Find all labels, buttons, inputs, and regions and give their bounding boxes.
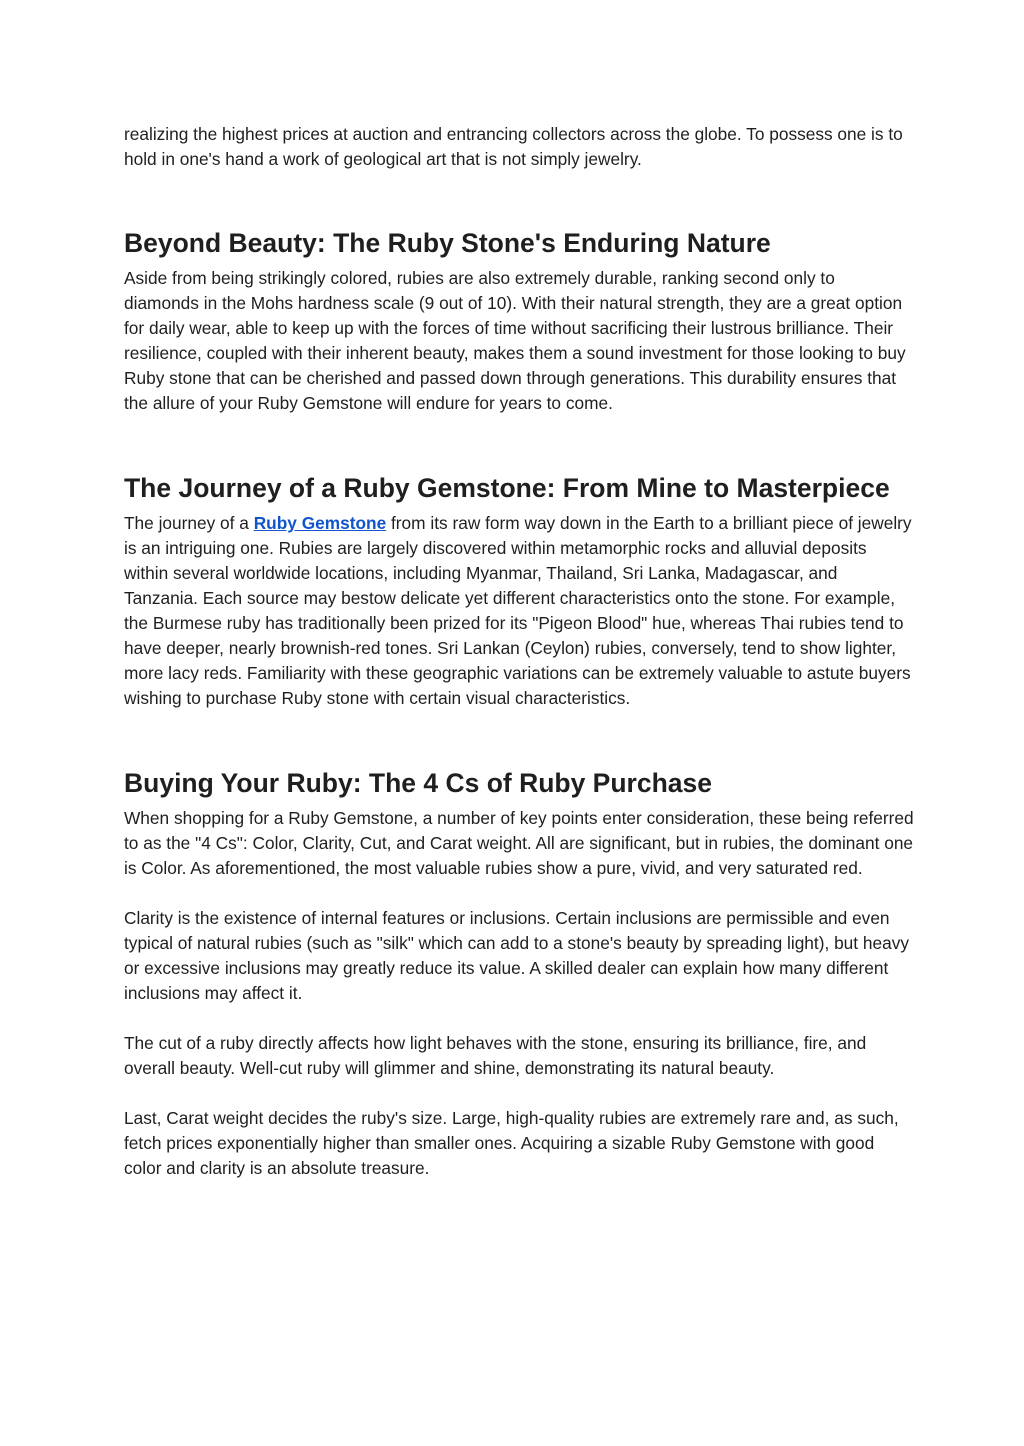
section-paragraph-color: When shopping for a Ruby Gemstone, a number of key points enter consideration, these being referred to as the "4 Cs": Color, Clarity, Cut, and Carat weight. All are significant, but in rubies, the dominant one is Color. As aforementioned, the most valuable rubies show a pure, vivid, and very saturated red.: [124, 808, 914, 878]
ruby-gemstone-link[interactable]: Ruby Gemstone: [253, 513, 387, 533]
section-heading: The Journey of a Ruby Gemstone: From Mine to Masterpiece: [124, 473, 890, 503]
section-paragraph-carat: Last, Carat weight decides the ruby's size. Large, high-quality rubies are extremely rare and, as such, fetch prices exponentially higher than smaller ones. Acquiring a sizable Ruby Gemstone with good color and clarity is an absolute treasure.: [124, 1108, 899, 1178]
paragraph-text: The journey of a: [124, 513, 254, 533]
section-ruby-journey: [124, 470, 914, 711]
paragraph-text: from its raw form way down in the Earth to a brilliant piece of jewelry is an intriguing one. Rubies are largely discovered within metamorphic rocks and alluvial deposits within several worldwide locations, including Myanmar, Thailand, Sri Lanka, Madagascar, and Tanzania. Each source may bestow delicate yet different characteristics onto the stone. For example, the Burmese ruby has traditionally been prized for its "Pigeon Blood" hue, whereas Thai rubies tend to have deeper, nearly brownish-red tones. Sri Lankan (Ceylon) rubies, conversely, tend to show lighter, more lacy reds. Familiarity with these geographic variations can be extremely valuable to astute buyers wishing to purchase Ruby stone with certain visual characteristics.: [124, 513, 912, 708]
section-four-cs: [124, 765, 914, 1181]
section-heading: Beyond Beauty: The Ruby Stone's Enduring Nature: [124, 228, 771, 258]
section-paragraph: [124, 511, 914, 711]
document-page: [124, 122, 914, 1181]
section-heading: Buying Your Ruby: The 4 Cs of Ruby Purchase: [124, 768, 712, 798]
section-enduring-nature: [124, 225, 914, 416]
intro-paragraph: realizing the highest prices at auction and entrancing collectors across the globe. To possess one is to hold in one's hand a work of geological art that is not simply jewelry.: [124, 124, 903, 169]
section-paragraph: Aside from being strikingly colored, rubies are also extremely durable, ranking second only to diamonds in the Mohs hardness scale (9 out of 10). With their natural strength, they are a great option for daily wear, able to keep up with the forces of time without sacrificing their lustrous brilliance. Their resilience, coupled with their inherent beauty, makes them a sound investment for those looking to buy Ruby stone that can be cherished and passed down through generations. This durability ensures that the allure of your Ruby Gemstone will endure for years to come.: [124, 268, 906, 413]
section-paragraph-clarity: Clarity is the existence of internal features or inclusions. Certain inclusions are permissible and even typical of natural rubies (such as "silk" which can add to a stone's beauty by spreading light), but heavy or excessive inclusions may greatly reduce its value. A skilled dealer can explain how many different inclusions may affect it.: [124, 908, 910, 1003]
section-paragraph-cut: The cut of a ruby directly affects how light behaves with the stone, ensuring its brilliance, fire, and overall beauty. Well-cut ruby will glimmer and shine, demonstrating its natural beauty.: [124, 1033, 867, 1078]
